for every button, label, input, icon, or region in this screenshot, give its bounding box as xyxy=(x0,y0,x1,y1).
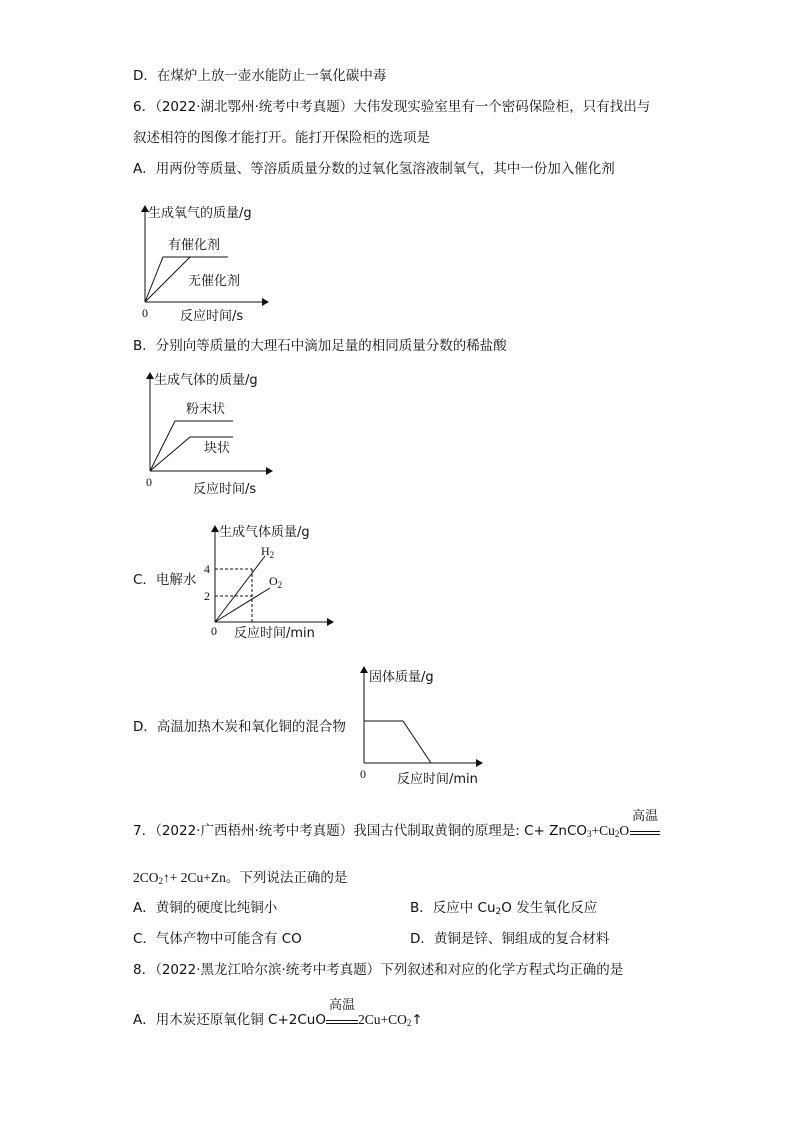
graph-c-xlabel: 反应时间/min xyxy=(234,626,315,641)
graph-b-xlabel: 反应时间/s xyxy=(193,482,257,497)
q6-option-c: C．电解水 xyxy=(133,572,197,588)
graph-d-xlabel: 反应时间/min xyxy=(397,772,478,787)
graph-a-curve1-label: 有催化剂 xyxy=(168,238,221,253)
q7-option-c: C．气体产物中可能含有 CO xyxy=(133,931,302,947)
graph-b-curve1-label: 粉末状 xyxy=(186,402,226,417)
q5-option-d: D．在煤炉上放一壶水能防止一氧化碳中毒 xyxy=(133,68,387,84)
graph-a-curve2-label: 无催化剂 xyxy=(188,274,241,289)
graph-b-ylabel: 生成气体的质量/g xyxy=(154,373,258,388)
graph-c-tick-4: 4 xyxy=(204,562,210,576)
graph-d-curve-solid-mass xyxy=(364,721,431,763)
graph-c-ylabel: 生成气体质量/g xyxy=(219,525,310,540)
graph-a-origin: 0 xyxy=(142,306,148,320)
q7-option-d: D．黄铜是锌、铜组成的复合材料 xyxy=(410,931,610,947)
graph-d-ylabel: 固体质量/g xyxy=(369,670,434,685)
graph-c-origin: 0 xyxy=(211,624,217,638)
q7-stem: 7．（2022·广西梧州·统考中考真题）我国古代制取黄铜的原理是: $C+ ZnCO_3+Cu_2O$ 高温 xyxy=(133,809,659,839)
q8-reaction-condition: 高温 xyxy=(326,1012,358,1024)
q7-option-a: A．黄铜的硬度比纯铜小 xyxy=(133,900,278,916)
q6-option-d: D．高温加热木炭和氧化铜的混合物 xyxy=(133,719,346,735)
q6-stem-line2: 叙述相符的图像才能打开。能打开保险柜的选项是 xyxy=(133,130,430,146)
q7-option-b: B．反应中 $Cu_2O$ 发生氧化反应 xyxy=(410,900,598,917)
graph-b-curve2-label: 块状 xyxy=(204,441,231,456)
q6-option-a: A．用两份等质量、等溶质质量分数的过氧化氢溶液制氧气，其中一份加入催化剂 xyxy=(133,161,615,177)
graph-a-ylabel: 生成氧气的质量/g xyxy=(148,206,252,221)
graph-c-curve1-label: $H_2$ xyxy=(261,544,275,560)
graph-c-tick-2: 2 xyxy=(204,589,210,603)
q7-stem-line2: $2CO_2↑+ 2Cu+Zn$。下列说法正确的是 xyxy=(133,870,348,886)
q6-option-b: B．分别向等质量的大理石中滴加足量的相同质量分数的稀盐酸 xyxy=(133,338,507,354)
graph-a-xlabel: 反应时间/s xyxy=(180,309,244,324)
graph-c-curve2-label: $O_2$ xyxy=(269,574,283,590)
q7-reaction-condition: 高温 xyxy=(630,823,660,835)
q6-stem-line1: 6．（2022·湖北鄂州·统考中考真题）大伟发现实验室里有一个密码保险柜，只有找出与 xyxy=(133,99,651,115)
graph-d-origin: 0 xyxy=(360,767,366,781)
q8-stem: 8．（2022·黑龙江哈尔滨·统考中考真题）下列叙述和对应的化学方程式均正确的是 xyxy=(133,962,624,978)
q8-option-a: A．用木炭还原氧化铜 C+2CuO 高温 $2Cu+CO_2↑$ xyxy=(133,998,423,1028)
graph-b-origin: 0 xyxy=(146,475,152,489)
